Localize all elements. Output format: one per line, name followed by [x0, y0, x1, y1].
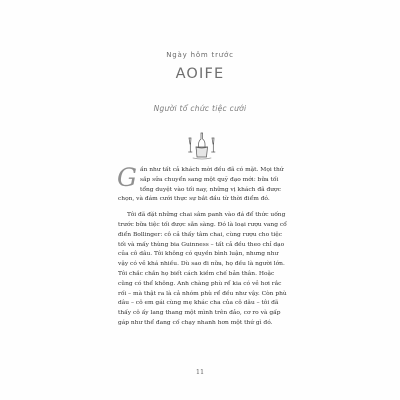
chapter-title: AOIFE [175, 66, 225, 82]
section-kicker: Ngày hôm trước [166, 51, 234, 59]
paragraph-1 [117, 163, 288, 205]
body-text [117, 163, 288, 329]
chapter-subtitle: Người tổ chức tiệc cưới [153, 104, 247, 113]
drop-cap: G [117, 163, 137, 192]
paragraph-1-text: ần như tất cả khách mời đều đã có mặt. Mọi thứ sắp sửa chuyển sang một quỹ đạo mới: bữa tối tổng duyệt vào tối nay, những vị khách đã được chọn, và đám cưới thực sự bắt đầu từ thời điểm đó. [118, 167, 284, 203]
page-number: 11 [195, 368, 205, 376]
champagne-glasses-and-bottle-icon [184, 130, 220, 160]
paragraph-2: Tôi đã đặt những chai sâm panh vào đá để thức uống trước bữa tiệc tối được sẵn sàng. Đó là loại rượu vang cổ điển Bollinger: cô cả thấy tâm chai, cùng rượu cho tiệc tối và mấy thùng bia Guinness – tất cả đều theo chỉ dạo của cô dâu. Tôi không có quyền bình luận, nhưng như vậy có vẻ khá nhiều. Dù sao đi nữa, họ đều là người lớn. Tôi chắc chắn họ biết cách kiềm chế bản thân. Hoặc cũng có thể không. Anh chàng phù rể kia có vẻ hơi rắc rối – mà thật ra là cả nhóm phù rể đều như vậy. Còn phù dâu – cô em gái cùng mẹ khác cha của cô dâu – tôi đã thấy cô ấy lang thang một mình trên đảo, cơ ro và gấp gáp như thể đang cố chạy nhanh hơn một thứ gì đó. [118, 212, 287, 326]
